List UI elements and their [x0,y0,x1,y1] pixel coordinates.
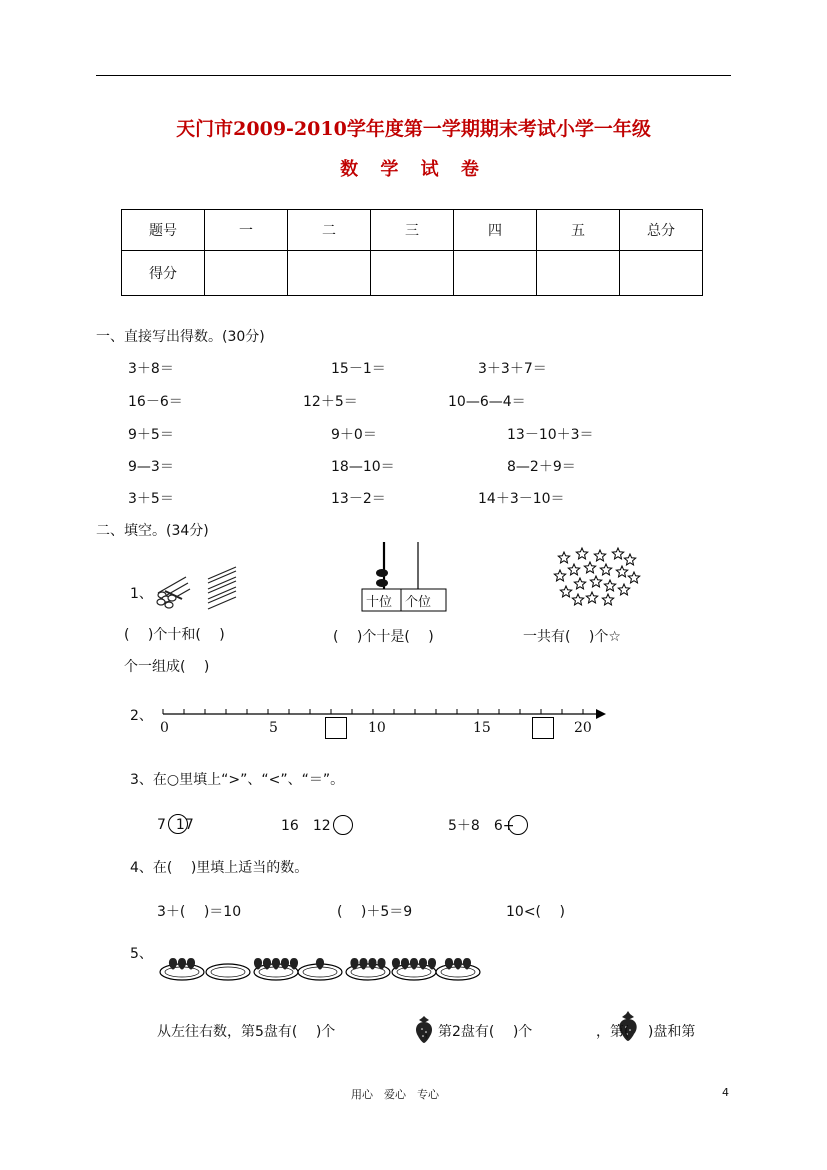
problem: 14＋3－10＝ [478,491,565,507]
q5-text-a[interactable]: 从左往右数，第5盘有( )个 [157,1024,336,1040]
problem: 9＋0＝ [331,427,377,443]
q4-item[interactable]: ( )＋5＝9 [337,904,413,920]
q1-blank-b[interactable]: ( )个十是( ) [333,629,434,645]
problem: 3＋5＝ [128,491,174,507]
plates-with-strawberries-picture [158,948,483,988]
star-icon [604,580,615,591]
q5-number: 5、 [130,946,153,962]
q1-blank-c[interactable]: 一共有( )个☆ [523,629,621,645]
q3-prompt: 3、在○里填上“>”、“<”、“＝”。 [130,772,345,788]
problem: 16－6＝ [128,394,183,410]
problem: 3＋8＝ [128,361,174,377]
number-line-answer-box[interactable] [532,717,554,739]
number-line-tick-label: 15 [473,720,491,736]
score-cell: 三 [371,210,454,251]
star-icon [618,584,629,595]
score-cell: 总分 [620,210,703,251]
problem: 9—3＝ [128,459,174,475]
score-table [121,209,703,296]
q3-item-b [281,815,353,836]
q3-item-a [157,815,194,835]
number-line-answer-box[interactable] [325,717,347,739]
score-cell: 二 [288,210,371,251]
problem: 18—10＝ [331,459,395,475]
star-icon [590,576,601,587]
compare-circle[interactable] [508,815,528,835]
compare-circle[interactable] [333,815,353,835]
star-icon [558,552,569,563]
problem: 12＋5＝ [303,394,358,410]
star-icon [560,586,571,597]
q1-number: 1、 [130,586,153,602]
score-input-cell[interactable] [454,251,537,296]
q4-item[interactable]: 3＋( )＝10 [157,904,242,920]
score-input-cell[interactable] [620,251,703,296]
number-line-tick-label: 10 [368,720,386,736]
problem: 10—6—4＝ [448,394,526,410]
number-line-tick-label: 5 [269,720,278,736]
problem: 15－1＝ [331,361,386,377]
plate [206,964,250,980]
page-number: 4 [722,1086,729,1099]
number-line-tick-label: 20 [574,720,592,736]
star-icon [568,564,579,575]
footer-motto: 用心 爱心 专心 [351,1088,439,1101]
q4-item[interactable]: 10<( ) [506,904,565,920]
problem: 9＋5＝ [128,427,174,443]
star-icon [600,564,611,575]
score-input-cell[interactable] [537,251,620,296]
problem: 13－2＝ [331,491,386,507]
q3-a-right: 17 [175,817,194,833]
q1-blank-d[interactable]: 个一组成( ) [124,659,210,675]
section1-heading: 一、直接写出得数。(30分) [96,329,265,345]
stick-bundle-icon [152,565,242,613]
abacus-tens-label: 十位 [366,595,393,610]
score-cell: 一 [205,210,288,251]
header-rule [96,75,731,76]
star-icon [628,572,639,583]
score-input-cell[interactable] [371,251,454,296]
number-line-tick-label: 0 [160,720,169,736]
q3-b-left: 16 12 [281,818,331,834]
problem: 13－10＋3＝ [507,427,594,443]
score-input-cell[interactable] [288,251,371,296]
score-input-cell[interactable] [205,251,288,296]
compare-circle[interactable] [168,814,188,834]
q2-number: 2、 [130,708,153,724]
star-icon [584,562,595,573]
q3-item-c [448,815,528,836]
q4-prompt: 4、在( )里填上适当的数。 [130,860,309,876]
star-icon [572,594,583,605]
problem: 3＋3＋7＝ [478,361,547,377]
q3-c-left: 5＋8 6+ [448,818,515,834]
star-icon [616,566,627,577]
score-cell: 四 [454,210,537,251]
star-cluster-icon [552,548,642,608]
problem: 8—2＋9＝ [507,459,576,475]
score-table-score-row [122,251,703,296]
abacus-ones-label: 个位 [405,595,432,610]
star-icon [576,548,587,559]
star-icon [554,570,565,581]
q5-text-b[interactable]: ，第2盘有( )个 [424,1024,533,1040]
star-icon [594,550,605,561]
q1-blank-a[interactable]: ( )个十和( ) [124,627,225,643]
star-icon [586,592,597,603]
score-cell: 得分 [122,251,205,296]
score-table-header-row [122,210,703,251]
star-icon [624,554,635,565]
star-icon [612,548,623,559]
section2-heading: 二、填空。(34分) [96,523,209,539]
q5-text-c[interactable]: ，第( )盘和第 [596,1024,696,1040]
star-icon [602,594,613,605]
page-subtitle: 数 学 试 卷 [340,159,487,180]
score-cell: 题号 [122,210,205,251]
star-icon [574,578,585,589]
q3-a-left: 7 [157,817,166,833]
page-title: 天门市2009-2010学年度第一学期期末考试小学一年级 [176,118,651,140]
score-cell: 五 [537,210,620,251]
